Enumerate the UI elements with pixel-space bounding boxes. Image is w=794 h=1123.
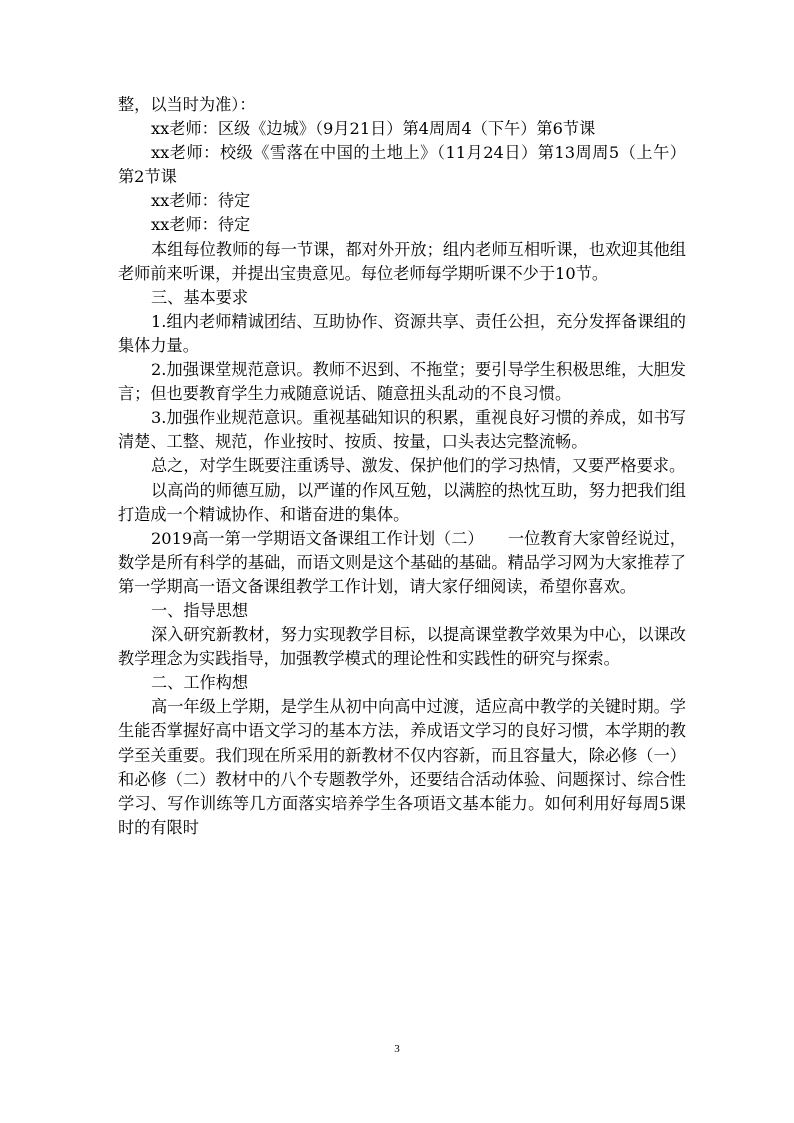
paragraph: 2.加强课堂规范意识。教师不迟到、不拖堂；要引导学生积极思维，大胆发言；但也要教育学生力戒随意说话、随意扭头乱动的不良习惯。 xyxy=(118,360,686,404)
paragraph: 一、指导思想 xyxy=(151,600,249,620)
document-body xyxy=(118,93,686,840)
page-number: 3 xyxy=(394,1043,400,1055)
paragraph: 总之，对学生既要注重诱导、激发、保护他们的学习热情，又要严格要求。 xyxy=(151,456,686,476)
paragraph: 二、工作构想 xyxy=(151,673,249,693)
paragraph: xx老师：区级《边城》（9月21日）第4周周4（下午）第6节课 xyxy=(151,119,596,139)
paragraph: xx老师：待定 xyxy=(151,191,251,211)
paragraph: 1.组内老师精诚团结、互助协作、资源共享、责任公担，充分发挥备课组的集体力量。 xyxy=(118,311,686,355)
paragraph: 3.加强作业规范意识。重视基础知识的积累，重视良好习惯的养成，如书写清楚、工整、规范，作业按时、按质、按量，口头表达完整流畅。 xyxy=(118,408,686,452)
paragraph: xx老师：待定 xyxy=(151,215,251,235)
paragraph: 2019高一第一学期语文备课组工作计划（二） 一位教育大家曾经说过，数学是所有科学的基础，而语文则是这个基础的基础。精品学习网为大家推荐了第一学期高一语文备课组教学工作计划，请大家仔细阅读，希望你喜欢。 xyxy=(118,528,686,596)
paragraph: 以高尚的师德互励，以严谨的作风互勉，以满腔的热忱互助，努力把我们组打造成一个精诚协作、和谐奋进的集体。 xyxy=(118,480,686,524)
paragraph: 深入研究新教材，努力实现教学目标，以提高课堂教学效果为中心，以课改教学理念为实践指导，加强教学模式的理论性和实践性的研究与探索。 xyxy=(118,625,686,669)
paragraph: 整，以当时为准）： xyxy=(118,95,256,114)
paragraph: xx老师：校级《雪落在中国的土地上》（11月24日）第13周周5（上午）第2节课 xyxy=(118,143,686,187)
paragraph: 高一年级上学期，是学生从初中向高中过渡，适应高中教学的关键时期。学生能否掌握好高中语文学习的基本方法，养成语文学习的良好习惯，本学期的教学至关重要。我们现在所采用的新教材不仅内容新，而且容量大，除必修（一）和必修（二）教材中的八个专题教学外，还要结合活动体验、问题探讨、综合性学习、写作训练等几方面落实培养学生各项语文基本能力。如何利用好每周5课时的有限时 xyxy=(118,697,686,837)
paragraph: 本组每位教师的每一节课，都对外开放；组内老师互相听课，也欢迎其他组老师前来听课，并提出宝贵意见。每位老师每学期听课不少于10节。 xyxy=(118,239,686,283)
paragraph: 三、基本要求 xyxy=(151,287,249,307)
